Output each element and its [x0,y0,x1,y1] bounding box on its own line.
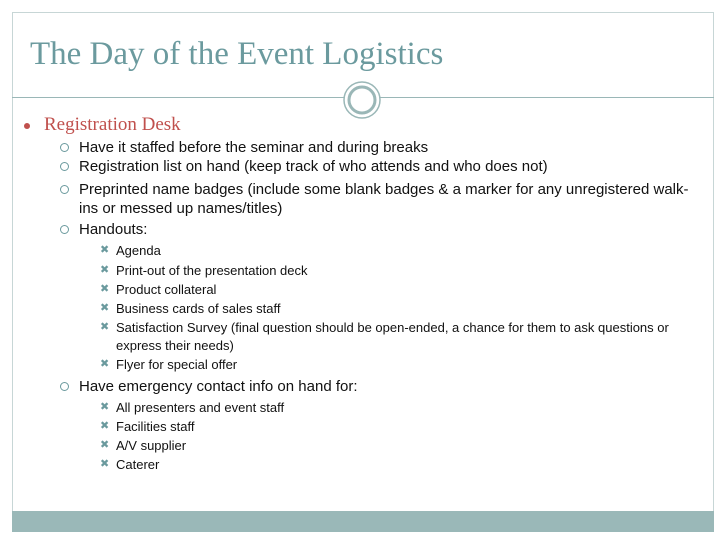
list-item-text: Agenda [116,243,161,258]
list-item-text: All presenters and event staff [116,400,285,415]
list-item-text: Handouts: [79,221,148,238]
x-bullet-icon: ✖ [100,244,110,256]
x-bullet-icon: ✖ [100,302,110,314]
x-bullet-icon: ✖ [100,264,110,276]
x-bullet-icon: ✖ [100,439,110,451]
list-item-text: Satisfaction Survey (final question should be open-ended, a chance for them to ask questions or [116,320,669,335]
x-bullet-icon: ✖ [100,358,110,370]
hollow-circle-bullet-icon [60,162,69,171]
list-item-text: Have it staffed before the seminar and during breaks [79,139,429,156]
hollow-circle-bullet-icon [60,185,69,194]
x-bullet-icon: ✖ [100,420,110,432]
x-bullet-icon: ✖ [100,458,110,470]
list-item-text: Business cards of sales staff [116,301,281,316]
list-item-text: Print-out of the presentation deck [116,263,308,278]
x-bullet-icon: ✖ [100,401,110,413]
slide-title: The Day of the Event Logistics [30,36,444,72]
double-ring-ornament-icon [342,80,382,120]
list-item-text: Registration Desk [44,114,181,135]
footer-bar [12,511,714,532]
list-item-text: Caterer [116,457,160,472]
hollow-circle-bullet-icon [60,143,69,152]
filled-circle-bullet-icon [24,123,30,129]
list-item-text: Registration list on hand (keep track of who attends and who does not) [79,158,548,175]
list-item-text: Have emergency contact info on hand for: [79,378,358,395]
list-item-text: Flyer for special offer [116,357,238,372]
x-bullet-icon: ✖ [100,321,110,333]
x-bullet-icon: ✖ [100,283,110,295]
list-item-text: Product collateral [116,282,217,297]
list-item-text: Facilities staff [116,419,195,434]
hollow-circle-bullet-icon [60,225,69,234]
hollow-circle-bullet-icon [60,382,69,391]
list-item-text: A/V supplier [116,438,187,453]
list-item-text: ins or messed up names/titles) [79,200,283,217]
list-item-text: Preprinted name badges (include some blank badges & a marker for any unregistered walk- [79,181,689,198]
list-item-text: express their needs) [116,338,234,353]
